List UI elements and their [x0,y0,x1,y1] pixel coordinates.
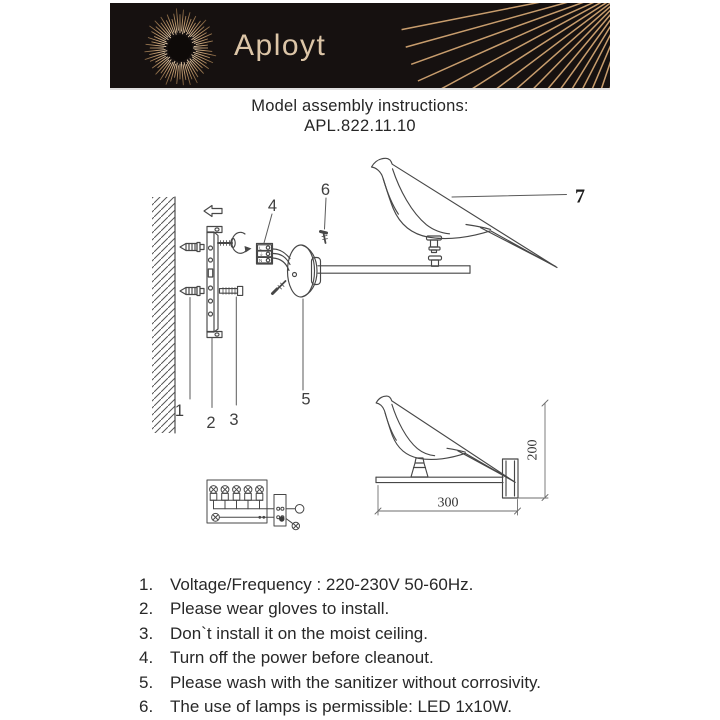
instruction-item [139,573,639,597]
wire-marking-n: N [259,258,263,264]
instruction-text: Please wash with the sanitizer without corrosivity. [170,672,542,692]
terminal-block [257,244,273,265]
instruction-item [139,622,639,646]
part-label-5: 5 [301,390,311,409]
wiring-terminals [210,486,264,501]
instruction-number: 2. [139,599,154,619]
instruction-number: 6. [139,697,154,717]
wiring-connector-box [274,495,286,527]
instruction-item [139,597,639,621]
dimension-lines [375,400,548,515]
wiring-ground-screw [212,513,220,521]
dimension-arm [376,477,503,482]
assembly-diagram [140,150,600,570]
instruction-text: Turn off the power before cleanout. [170,648,434,668]
wire-marking-l: L [259,245,262,251]
instruction-text: The use of lamps is permissible: LED 1x10W. [170,697,513,717]
part-label-3: 3 [229,411,239,429]
instruction-text: Voltage/Frequency : 220-230V 50-60Hz. [170,575,474,594]
wiring-diagram [207,480,304,530]
bird-figure [372,158,558,267]
dimension-width-label: 300 [437,495,459,511]
brand-banner [110,3,610,88]
part-label-2: 2 [206,414,216,432]
wire-marking-earth: ⏚ [259,251,264,257]
brand-name: Aployt [234,29,327,62]
wall-section [152,197,175,433]
leader-lines [190,195,567,408]
part-label-1: 1 [174,402,185,420]
bracket-screw-with-rotation [218,232,252,253]
instruction-item [139,671,639,695]
instruction-text: Please wear gloves to install. [170,599,390,619]
banner-artwork [110,3,610,88]
wall-anchor-top [180,243,204,252]
dimension-height-label: 200 [525,439,541,461]
lamp-canopy [288,245,321,297]
logo-center-dot [168,35,192,61]
canopy-screw [273,281,286,294]
instructions-list [139,573,639,719]
wall-anchor-bottom [180,287,204,296]
instruction-number: 1. [139,575,154,594]
mounting-screw [220,286,243,295]
model-number: APL.822.11.10 [304,117,416,135]
part-label-7: 7 [575,185,585,208]
part-label-4: 4 [267,197,278,215]
instruction-text: Don`t install it on the moist ceiling. [170,623,428,643]
instruction-item [139,695,639,719]
direction-arrow-icon [204,206,222,217]
wiring-lamp-symbol [295,505,304,514]
dimension-bird-figure [376,396,515,482]
instruction-number: 3. [139,623,154,643]
instruction-number: 4. [139,648,154,668]
lamp-arm [318,266,470,273]
page-title: Model assembly instructions: [251,97,469,115]
fixing-screw [321,232,328,244]
instruction-number: 5. [139,672,154,692]
bird-mount-post [429,256,442,266]
canopy-screw-hole [293,273,297,277]
banner-rays-decoration [402,3,610,88]
wiring-crossed-lamp-symbol [292,522,299,529]
dimension-drawing [375,396,548,515]
part-label-6: 6 [320,181,331,199]
instruction-item [139,646,639,670]
